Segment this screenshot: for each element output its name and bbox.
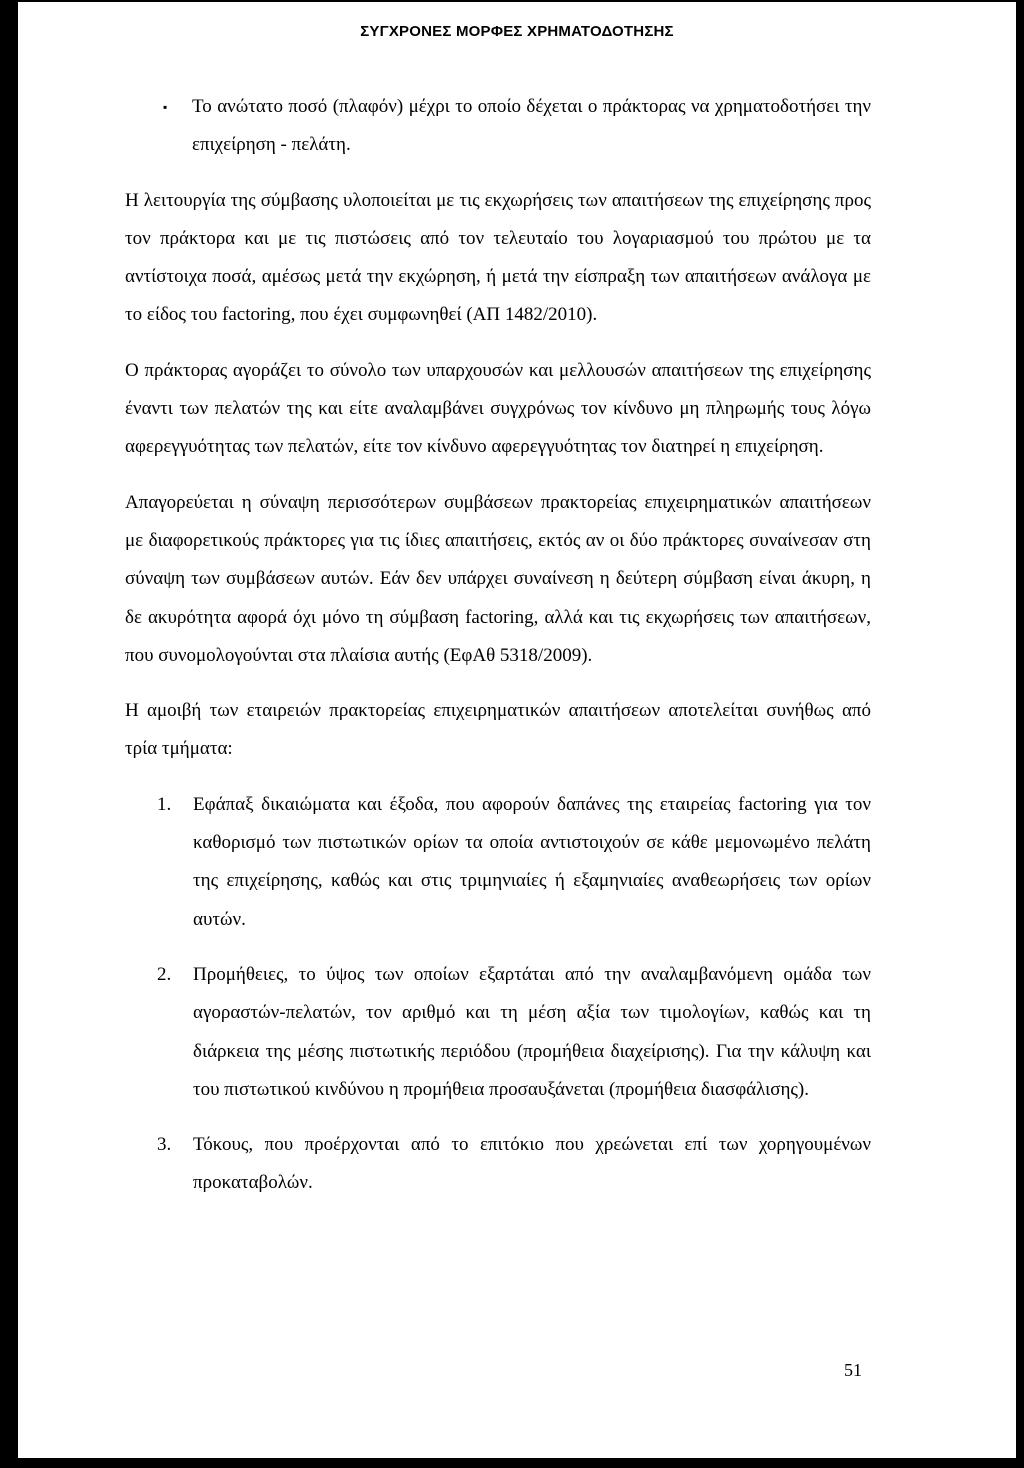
paragraph-spacer	[125, 335, 871, 352]
list-item	[125, 786, 871, 939]
list-item-number: 1.	[157, 793, 172, 815]
paragraph-spacer	[125, 675, 871, 692]
list-item-text: Προμήθειες, το ύψος των οποίων εξαρτάται από την αναλαμβανόμενη ομάδα των αγοραστών-πελατών, τον αριθμό και τη μέση αξία των τιμολογίων, καθώς και τη διάρκεια της μέσης πιστωτικής περιόδου (προμήθεια διαχείρισης). Για την κάλυψη και του πιστωτικού κινδύνου η προμήθεια προσαυξάνεται (προμήθεια διασφάλισης).	[193, 963, 871, 1100]
list-item-number: 2.	[157, 963, 172, 985]
document-page	[18, 2, 1016, 1458]
paragraph-prohibition: Απαγορεύεται η σύναψη περισσότερων συμβάσεων πρακτορείας επιχειρηματικών απαιτήσεων με διαφορετικούς πράκτορες για τις ίδιες απαιτήσεις, εκτός αν οι δύο πράκτορες συναίνεσαν στη σύναψη των συμβάσεων αυτών. Εάν δεν υπάρχει συναίνεση η δεύτερη σύμβαση είναι άκυρη, η δε ακυρότητα αφορά όχι μόνο τη σύμβαση factoring, αλλά και τις εκχωρήσεις των απαιτήσεων, που συνομολογούνται στα πλαίσια αυτής (ΕφΑθ 5318/2009).	[125, 491, 871, 666]
list-item	[125, 1126, 871, 1203]
page-content	[125, 88, 871, 1203]
list-item	[125, 956, 871, 1109]
list-item-number: 3.	[157, 1134, 172, 1156]
bullet-text: Το ανώτατο ποσό (πλαφόν) μέχρι το οποίο δέχεται ο πράκτορας να χρηματοδοτήσει την επιχείρηση - πελάτη.	[192, 96, 871, 156]
paragraph-spacer	[125, 165, 871, 182]
paragraph-factor-purchase: Ο πράκτορας αγοράζει το σύνολο των υπαρχουσών και μελλουσών απαιτήσεων της επιχείρησης έναντι των πελατών της και είτε αναλαμβάνει συγχρόνως τον κίνδυνο μη πληρωμής τους λόγω αφερεγγυότητας των πελατών, είτε τον κίνδυνο αφερεγγυότητας τον διατηρεί η επιχείρηση.	[125, 359, 871, 458]
paragraph-spacer	[125, 939, 871, 956]
paragraph-fee-intro: Η αμοιβή των εταιρειών πρακτορείας επιχειρηματικών απαιτήσεων αποτελείται συνήθως από τρία τμήματα:	[125, 700, 871, 760]
paragraph-contract-operation: Η λειτουργία της σύμβασης υλοποιείται με τις εκχωρήσεις των απαιτήσεων της επιχείρησης προς τον πράκτορα και με τις πιστώσεις από τον τελευταίο του λογαριασμού του πρώτου με τα αντίστοιχα ποσά, αμέσως μετά την εκχώρηση, ή μετά την είσπραξη των απαιτήσεων ανάλογα με το είδος του factoring, που έχει συμφωνηθεί (ΑΠ 1482/2010).	[125, 189, 871, 326]
square-bullet-icon: ▪	[163, 100, 168, 114]
list-item-text: Τόκους, που προέρχονται από το επιτόκιο που χρεώνεται επί των χορηγουμένων προκαταβολών.	[193, 1134, 871, 1194]
paragraph-spacer	[125, 1109, 871, 1126]
bullet-item	[125, 88, 871, 165]
list-item-text: Εφάπαξ δικαιώματα και έξοδα, που αφορούν δαπάνες της εταιρείας factoring για τον καθορισμό των πιστωτικών ορίων τα οποία αντιστοιχούν σε κάθε μεμονωμένο πελάτη της επιχείρησης, καθώς και στις τριμηνιαίες ή εξαμηνιαίες αναθεωρήσεις των ορίων αυτών.	[193, 793, 871, 930]
running-header: ΣΥΓΧΡΟΝΕΣ ΜΟΡΦΕΣ ΧΡΗΜΑΤΟΔΟΤΗΣΗΣ	[360, 23, 674, 40]
paragraph-spacer	[125, 467, 871, 484]
paragraph-spacer	[125, 769, 871, 786]
page-number: 51	[844, 1360, 862, 1380]
